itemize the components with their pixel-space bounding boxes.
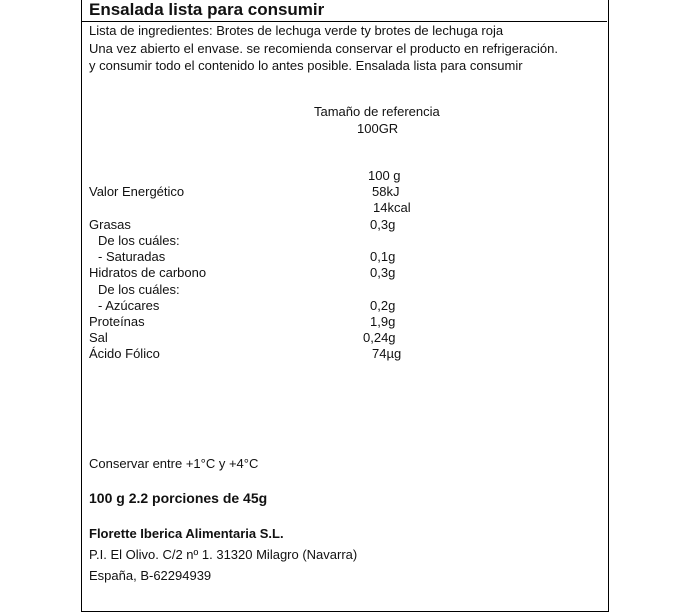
per-100g-header: 100 g — [368, 168, 401, 183]
ingredients-line: Lista de ingredientes: Brotes de lechuga verde ty brotes de lechuga roja — [89, 23, 504, 38]
nutrient-value-energy-kcal: 14kcal — [373, 200, 411, 215]
company-country-taxid: España, B-62294939 — [89, 568, 212, 583]
nutrient-value-sugars: 0,2g — [370, 298, 396, 313]
nutrient-value-energy-kj: 58kJ — [372, 184, 400, 199]
nutrient-name-salt: Sal — [89, 330, 108, 345]
nutrient-name-carbohydrates: Hidratos de carbono — [89, 265, 207, 280]
consumption-advice-line: y consumir todo el contenido lo antes posible. Ensalada lista para consumir — [89, 58, 523, 73]
nutrient-subheading-fat: De los cuáles: — [98, 233, 180, 248]
nutrient-name-protein: Proteínas — [89, 314, 145, 329]
title-divider — [82, 21, 607, 22]
nutrient-value-folic-acid: 74µg — [372, 346, 402, 361]
storage-advice-line: Una vez abierto el envase. se recomienda conservar el producto en refrigeración. — [89, 41, 558, 56]
company-name: Florette Iberica Alimentaria S.L. — [89, 526, 284, 541]
nutrient-name-saturated: - Saturadas — [98, 249, 166, 264]
reference-size-heading: Tamaño de referencia — [314, 104, 440, 119]
nutrient-value-saturated: 0,1g — [370, 249, 396, 264]
nutrient-name-fat: Grasas — [89, 217, 131, 232]
nutrient-value-fat: 0,3g — [370, 217, 396, 232]
nutrient-name-folic-acid: Ácido Fólico — [89, 346, 160, 361]
company-address: P.I. El Olivo. C/2 nº 1. 31320 Milagro (Navarra) — [89, 547, 358, 562]
nutrient-name-sugars: - Azúcares — [98, 298, 160, 313]
nutrient-name-energy: Valor Energético — [89, 184, 185, 199]
nutrient-value-protein: 1,9g — [370, 314, 396, 329]
nutrient-value-salt: 0,24g — [363, 330, 396, 345]
nutrient-value-carbohydrates: 0,3g — [370, 265, 396, 280]
storage-temperature: Conservar entre +1°C y +4°C — [89, 456, 259, 471]
product-title: Ensalada lista para consumir — [89, 0, 325, 19]
portion-info: 100 g 2.2 porciones de 45g — [89, 490, 268, 506]
nutrition-label — [81, 0, 609, 612]
nutrient-subheading-carbohydrates: De los cuáles: — [98, 282, 180, 297]
reference-size-value: 100GR — [357, 121, 399, 136]
